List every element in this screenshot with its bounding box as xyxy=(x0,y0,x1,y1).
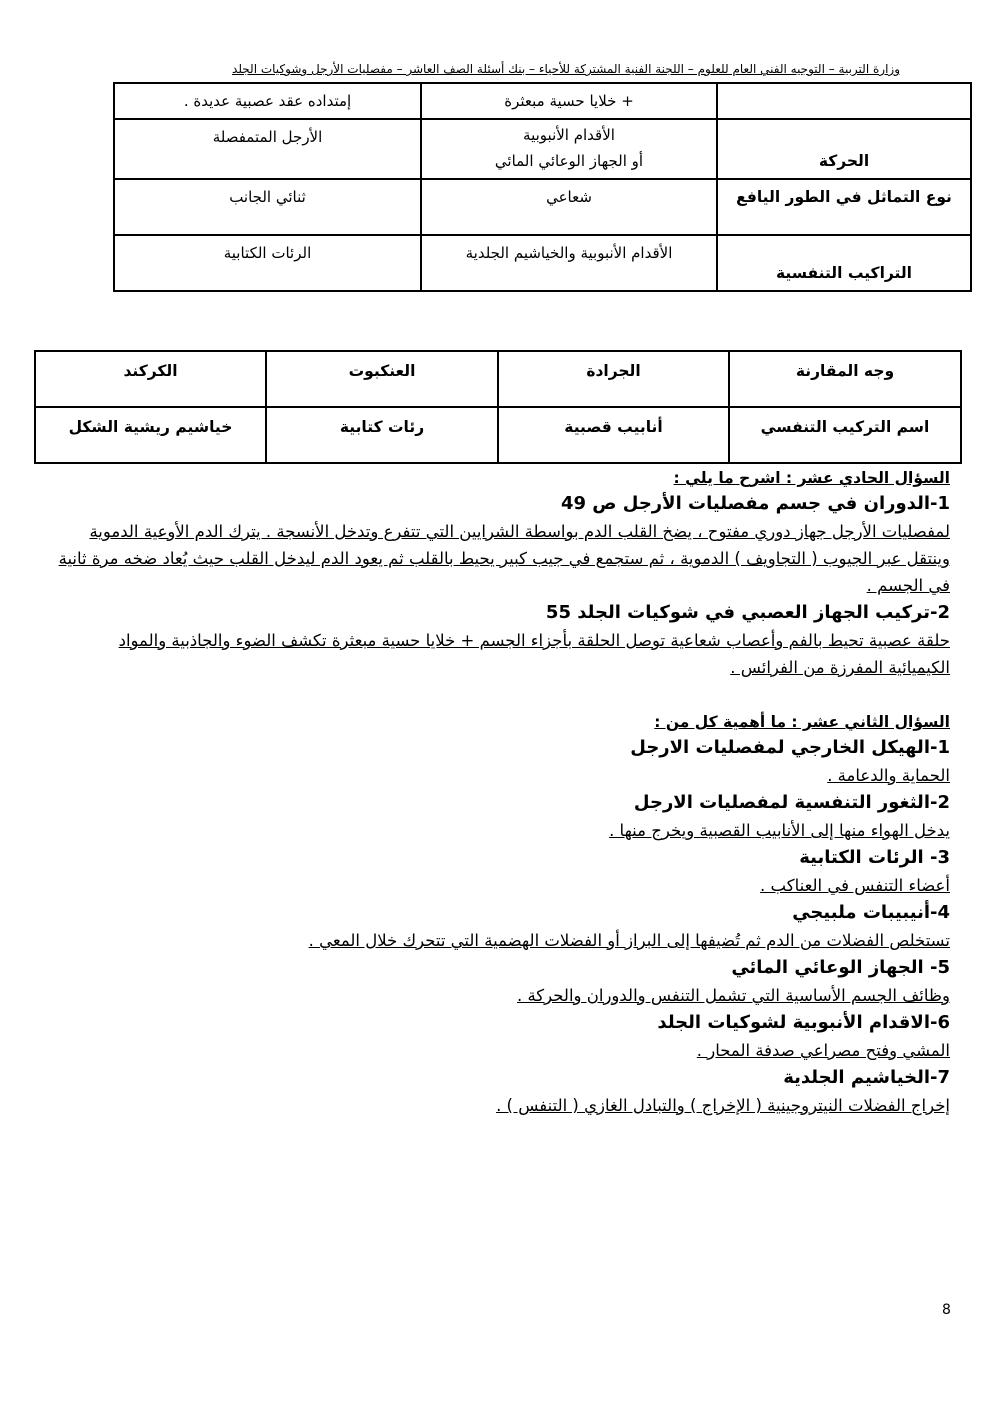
cell: + خلايا حسية مبعثرة xyxy=(421,83,717,119)
cell: الأقدام الأنبوبية والخياشيم الجلدية xyxy=(421,235,717,291)
item-heading: 5- الجهاز الوعائي المائي xyxy=(731,957,950,978)
header-cell: وجه المقارنة xyxy=(729,351,961,407)
item-answer: يدخل الهواء منها إلى الأنابيب القصبية ويخرج منها . xyxy=(609,821,950,840)
item-answer: المشي وفتح مصراعي صدفة المحار . xyxy=(696,1041,950,1060)
item-heading: 2-الثغور التنفسية لمفصليات الارجل xyxy=(633,792,950,813)
item-heading: 6-الاقدام الأنبوبية لشوكيات الجلد xyxy=(657,1012,950,1033)
page-header: وزارة التربية – التوجيه الفني العام للعلوم – اللجنة الفنية المشتركة للأحياء – بنك أسئلة الصف العاشر – مفصليات الأرجل وشوكيات الجلد xyxy=(232,62,900,76)
row-label: الحركة xyxy=(717,119,971,179)
row-label: التراكيب التنفسية xyxy=(717,235,971,291)
item-heading: 1-الدوران في جسم مفصليات الأرجل ص 49 xyxy=(560,493,950,514)
question-12 xyxy=(56,710,950,1119)
respiratory-comparison-table xyxy=(34,350,962,464)
item-answer: حلقة عصبية تحيط بالفم وأعصاب شعاعية توصل الحلقة بأجزاء الجسم + خلايا حسية مبعثرة تكشف الضوء والجاذبية والمواد الكيميائية المفرزة من الفرائس . xyxy=(118,631,950,677)
header-cell: العنكبوت xyxy=(266,351,498,407)
question-title: السؤال الثاني عشر : ما أهمية كل من : xyxy=(654,713,950,731)
header-cell: الكركند xyxy=(35,351,266,407)
question-title: السؤال الحادي عشر : اشرح ما يلي : xyxy=(673,469,950,487)
item-answer: إخراج الفضلات النيتروجينية ( الإخراج ) والتبادل الغازي ( التنفس ) . xyxy=(496,1096,950,1115)
cell: إمتداده عقد عصبية عديدة . xyxy=(114,83,421,119)
page-number: 8 xyxy=(942,1302,951,1318)
data-cell: خياشيم ريشية الشكل xyxy=(35,407,266,463)
cell xyxy=(421,119,717,179)
cell-line: أو الجهاز الوعائي المائي xyxy=(494,152,644,170)
item-answer: وظائف الجسم الأساسية التي تشمل التنفس والدوران والحركة . xyxy=(516,986,950,1005)
cell: ثنائي الجانب xyxy=(114,179,421,235)
question-11 xyxy=(56,466,950,681)
data-cell: رئات كتابية xyxy=(266,407,498,463)
item-heading: 4-أنيبيبات ملبيجي xyxy=(792,902,950,923)
row-label: نوع التماثل في الطور اليافع xyxy=(717,179,971,235)
data-cell: أنابيب قصبية xyxy=(498,407,729,463)
comparison-table-top xyxy=(113,82,972,292)
item-heading: 3- الرئات الكتابية xyxy=(799,847,950,868)
row-label xyxy=(717,83,971,119)
cell: الرئات الكتابية xyxy=(114,235,421,291)
header-cell: الجرادة xyxy=(498,351,729,407)
data-cell: اسم التركيب التنفسي xyxy=(729,407,961,463)
item-answer: أعضاء التنفس في العناكب . xyxy=(760,876,950,895)
cell: الأرجل المتمفصلة xyxy=(114,119,421,179)
item-heading: 2-تركيب الجهاز العصبي في شوكيات الجلد 55 xyxy=(545,602,950,623)
item-answer: الحماية والدعامة . xyxy=(827,766,950,785)
cell-line: الأقدام الأنبوبية xyxy=(523,126,615,144)
cell: شعاعي xyxy=(421,179,717,235)
item-answer: تستخلص الفضلات من الدم ثم تُضيفها إلى البراز أو الفضلات الهضمية التي تتحرك خلال المعي . xyxy=(308,931,950,950)
item-heading: 1-الهيكل الخارجي لمفصليات الارجل xyxy=(630,737,950,758)
item-answer: لمفصليات الأرجل جهاز دوري مفتوح ، يضخ القلب الدم بواسطة الشرايين التي تتفرع وتدخل الأنسجة . يترك الدم الأوعية الدموية وينتقل عبر الجيوب ( التجاويف ) الدموية ، ثم ستجمع في جيب كبير يحيط بالقلب ثم يعود الدم ليدخل القلب حيث يُعاد ضخه مرة ثانية في الجسم . xyxy=(58,522,950,595)
item-heading: 7-الخياشيم الجلدية xyxy=(783,1067,950,1088)
